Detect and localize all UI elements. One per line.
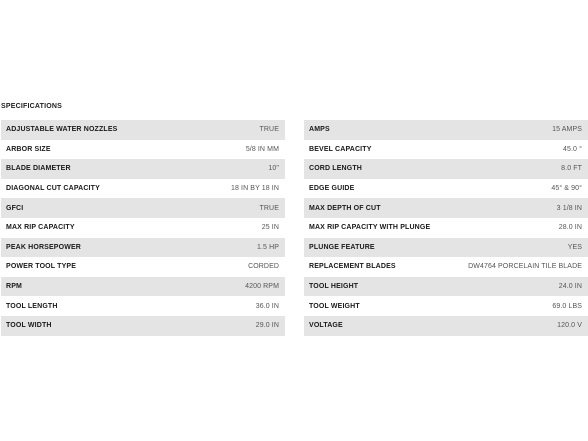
specs-column-right (304, 120, 588, 336)
spec-value: 45° & 90° (551, 185, 582, 193)
spec-row (1, 198, 285, 218)
spec-name: POWER TOOL TYPE (6, 263, 77, 271)
spec-name: RPM (6, 283, 23, 291)
spec-value: 25 IN (261, 224, 279, 232)
spec-name: ADJUSTABLE WATER NOZZLES (6, 126, 118, 134)
spec-value: 1.5 HP (257, 243, 279, 251)
spec-row (1, 238, 285, 258)
spec-name: MAX DEPTH OF CUT (309, 204, 381, 212)
spec-value: 69.0 LBS (552, 302, 582, 310)
spec-row (304, 316, 588, 336)
spec-row (304, 296, 588, 316)
spec-value: 36.0 IN (255, 302, 279, 310)
spec-name: TOOL HEIGHT (309, 283, 359, 291)
spec-name: PLUNGE FEATURE (309, 243, 375, 251)
spec-name: TOOL WEIGHT (309, 302, 360, 310)
spec-row (304, 218, 588, 238)
spec-value: 8.0 FT (561, 165, 582, 173)
spec-value: 28.0 IN (558, 224, 582, 232)
spec-row (1, 218, 285, 238)
spec-name: MAX RIP CAPACITY WITH PLUNGE (309, 224, 431, 232)
spec-row (1, 296, 285, 316)
spec-value: 29.0 IN (255, 322, 279, 330)
spec-row (1, 120, 285, 140)
spec-value: TRUE (259, 126, 279, 134)
spec-value: CORDED (248, 263, 279, 271)
spec-name: VOLTAGE (309, 322, 343, 330)
specs-column-left (1, 120, 285, 336)
spec-value: DW4764 PORCELAIN TILE BLADE (468, 263, 582, 271)
specifications-heading: SPECIFICATIONS (1, 103, 63, 110)
spec-name: MAX RIP CAPACITY (6, 224, 75, 232)
spec-value: 3 1/8 IN (556, 204, 582, 212)
spec-row (1, 257, 285, 277)
spec-name: CORD LENGTH (309, 165, 362, 173)
spec-value: 45.0 ° (563, 145, 582, 153)
spec-name: AMPS (309, 126, 330, 134)
spec-name: EDGE GUIDE (309, 185, 355, 193)
spec-value: YES (567, 243, 582, 251)
spec-value: 24.0 IN (558, 283, 582, 291)
spec-value: TRUE (259, 204, 279, 212)
spec-row (304, 257, 588, 277)
spec-row (304, 198, 588, 218)
spec-value: 18 IN BY 18 IN (231, 185, 279, 193)
spec-value: 10" (268, 165, 279, 173)
spec-value: 5/8 IN MM (245, 145, 279, 153)
spec-name: ARBOR SIZE (6, 145, 51, 153)
spec-name: BLADE DIAMETER (6, 165, 71, 173)
spec-row (1, 159, 285, 179)
spec-row (304, 140, 588, 160)
spec-name: TOOL WIDTH (6, 322, 52, 330)
spec-name: GFCI (6, 204, 24, 212)
spec-value: 15 AMPS (552, 126, 582, 134)
spec-row (1, 179, 285, 199)
spec-row (304, 159, 588, 179)
spec-row (304, 120, 588, 140)
spec-row (1, 140, 285, 160)
spec-name: REPLACEMENT BLADES (309, 263, 396, 271)
spec-name: PEAK HORSEPOWER (6, 243, 81, 251)
spec-row (1, 277, 285, 297)
spec-value: 120.0 V (557, 322, 582, 330)
spec-row (304, 277, 588, 297)
spec-value: 4200 RPM (245, 283, 279, 291)
spec-row (1, 316, 285, 336)
spec-name: DIAGONAL CUT CAPACITY (6, 185, 100, 193)
spec-row (304, 179, 588, 199)
spec-row (304, 238, 588, 258)
spec-name: BEVEL CAPACITY (309, 145, 372, 153)
spec-name: TOOL LENGTH (6, 302, 58, 310)
